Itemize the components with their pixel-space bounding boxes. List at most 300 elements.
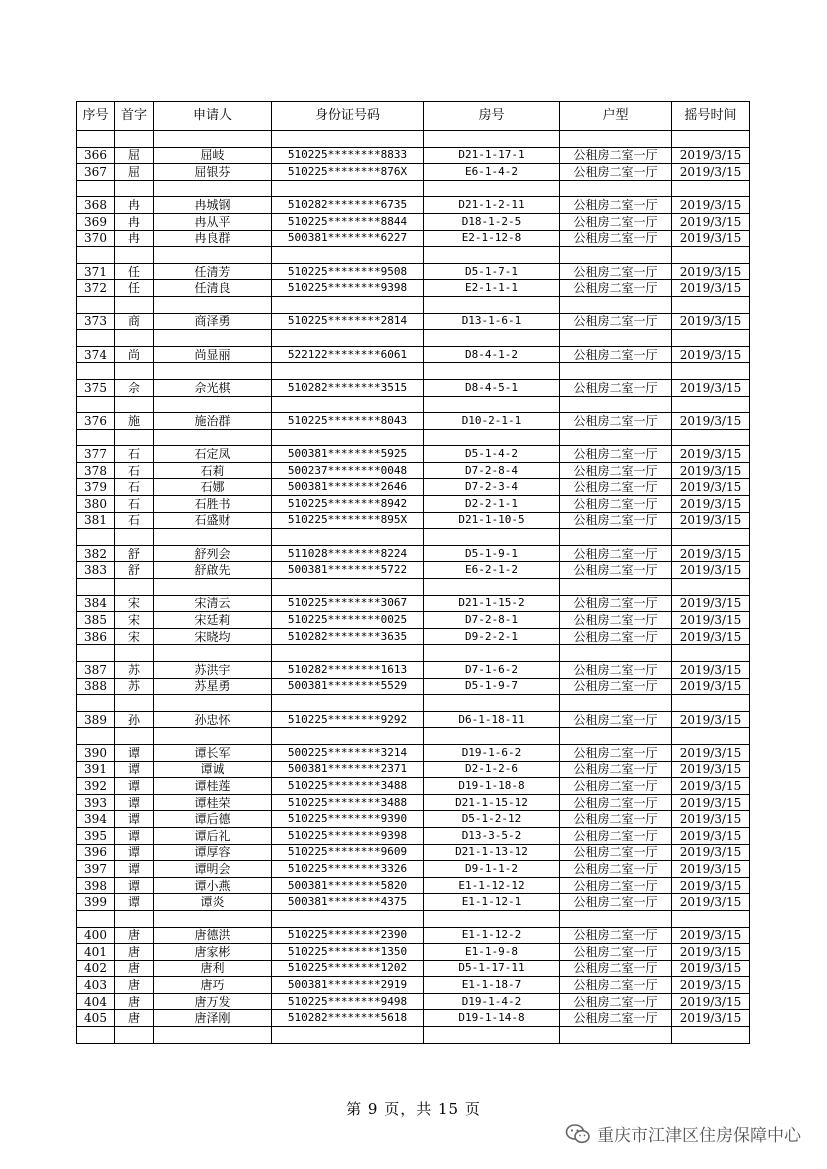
room-cell: D5-1-2-12 xyxy=(424,811,560,828)
empty-cell xyxy=(272,579,424,596)
unit-type-cell: 公租房二室一厅 xyxy=(560,413,672,430)
spacer-row xyxy=(77,247,750,264)
unit-type-cell: 公租房二室一厅 xyxy=(560,379,672,396)
unit-type-cell: 公租房二室一厅 xyxy=(560,711,672,728)
spacer-row xyxy=(77,131,750,148)
room-cell: E1-1-9-8 xyxy=(424,944,560,961)
serial-cell: 391 xyxy=(77,761,115,778)
header-id-number: 身份证号码 xyxy=(272,102,424,131)
serial-cell: 392 xyxy=(77,778,115,795)
unit-type-cell: 公租房二室一厅 xyxy=(560,263,672,280)
applicant-cell: 谭厚容 xyxy=(154,844,272,861)
id-number-cell: 500381********2371 xyxy=(272,761,424,778)
empty-cell xyxy=(154,180,272,197)
lottery-date-cell: 2019/3/15 xyxy=(672,313,750,330)
empty-cell xyxy=(77,429,115,446)
serial-cell: 386 xyxy=(77,628,115,645)
room-cell: E6-1-4-2 xyxy=(424,164,560,181)
table-body xyxy=(77,131,750,1044)
initial-cell: 舒 xyxy=(115,545,154,562)
applicant-cell: 谭诚 xyxy=(154,761,272,778)
empty-cell xyxy=(560,396,672,413)
lottery-date-cell: 2019/3/15 xyxy=(672,1010,750,1027)
empty-cell xyxy=(115,296,154,313)
lottery-date-cell: 2019/3/15 xyxy=(672,147,750,164)
applicant-cell: 商泽勇 xyxy=(154,313,272,330)
empty-cell xyxy=(115,529,154,546)
watermark-text: 重庆市江津区住房保障中心 xyxy=(597,1126,801,1146)
serial-cell: 378 xyxy=(77,462,115,479)
id-number-cell: 500381********5925 xyxy=(272,446,424,463)
table-row xyxy=(77,744,750,761)
initial-cell: 冉 xyxy=(115,213,154,230)
applicant-cell: 谭桂荣 xyxy=(154,794,272,811)
applicant-cell: 石盛财 xyxy=(154,512,272,529)
empty-cell xyxy=(560,180,672,197)
table-row xyxy=(77,164,750,181)
initial-cell: 石 xyxy=(115,446,154,463)
empty-cell xyxy=(424,728,560,745)
empty-cell xyxy=(77,1027,115,1044)
applicant-cell: 宋晓均 xyxy=(154,628,272,645)
initial-cell: 谭 xyxy=(115,861,154,878)
table-row xyxy=(77,711,750,728)
initial-cell: 任 xyxy=(115,280,154,297)
applicant-cell: 冉从平 xyxy=(154,213,272,230)
empty-cell xyxy=(424,429,560,446)
applicant-cell: 唐德洪 xyxy=(154,927,272,944)
empty-cell xyxy=(272,910,424,927)
serial-cell: 397 xyxy=(77,861,115,878)
initial-cell: 宋 xyxy=(115,628,154,645)
serial-cell: 394 xyxy=(77,811,115,828)
table-row xyxy=(77,844,750,861)
initial-cell: 宋 xyxy=(115,595,154,612)
lottery-date-cell: 2019/3/15 xyxy=(672,877,750,894)
applicant-cell: 苏星勇 xyxy=(154,678,272,695)
applicant-cell: 谭后德 xyxy=(154,811,272,828)
serial-cell: 398 xyxy=(77,877,115,894)
applicant-cell: 尚显丽 xyxy=(154,346,272,363)
empty-cell xyxy=(115,363,154,380)
lottery-date-cell: 2019/3/15 xyxy=(672,894,750,911)
unit-type-cell: 公租房二室一厅 xyxy=(560,678,672,695)
empty-cell xyxy=(154,396,272,413)
serial-cell: 367 xyxy=(77,164,115,181)
serial-cell: 395 xyxy=(77,827,115,844)
room-cell: E2-1-1-1 xyxy=(424,280,560,297)
empty-cell xyxy=(115,131,154,148)
id-number-cell: 500381********2646 xyxy=(272,479,424,496)
applicant-cell: 唐巧 xyxy=(154,977,272,994)
empty-cell xyxy=(115,396,154,413)
unit-type-cell: 公租房二室一厅 xyxy=(560,346,672,363)
serial-cell: 374 xyxy=(77,346,115,363)
empty-cell xyxy=(272,529,424,546)
empty-cell xyxy=(154,296,272,313)
empty-cell xyxy=(272,1027,424,1044)
lottery-date-cell: 2019/3/15 xyxy=(672,346,750,363)
unit-type-cell: 公租房二室一厅 xyxy=(560,827,672,844)
applicant-cell: 谭明会 xyxy=(154,861,272,878)
applicant-cell: 屈银芬 xyxy=(154,164,272,181)
serial-cell: 377 xyxy=(77,446,115,463)
lottery-date-cell: 2019/3/15 xyxy=(672,827,750,844)
id-number-cell: 510225********895X xyxy=(272,512,424,529)
table-row xyxy=(77,977,750,994)
unit-type-cell: 公租房二室一厅 xyxy=(560,861,672,878)
empty-cell xyxy=(154,363,272,380)
lottery-date-cell: 2019/3/15 xyxy=(672,197,750,214)
initial-cell: 谭 xyxy=(115,877,154,894)
room-cell: D5-1-9-7 xyxy=(424,678,560,695)
table-row xyxy=(77,778,750,795)
lottery-date-cell: 2019/3/15 xyxy=(672,861,750,878)
empty-cell xyxy=(424,131,560,148)
serial-cell: 380 xyxy=(77,496,115,513)
room-cell: D19-1-18-8 xyxy=(424,778,560,795)
unit-type-cell: 公租房二室一厅 xyxy=(560,612,672,629)
serial-cell: 368 xyxy=(77,197,115,214)
empty-cell xyxy=(154,429,272,446)
empty-cell xyxy=(272,180,424,197)
empty-cell xyxy=(424,247,560,264)
empty-cell xyxy=(560,645,672,662)
empty-cell xyxy=(672,330,750,347)
initial-cell: 佘 xyxy=(115,379,154,396)
room-cell: D13-1-6-1 xyxy=(424,313,560,330)
header-row xyxy=(77,102,750,131)
id-number-cell: 510225********8942 xyxy=(272,496,424,513)
header-unit-type: 户型 xyxy=(560,102,672,131)
table-row xyxy=(77,147,750,164)
table-row xyxy=(77,197,750,214)
room-cell: D5-1-7-1 xyxy=(424,263,560,280)
unit-type-cell: 公租房二室一厅 xyxy=(560,496,672,513)
table-row xyxy=(77,379,750,396)
id-number-cell: 511028********8224 xyxy=(272,545,424,562)
id-number-cell: 510225********3067 xyxy=(272,595,424,612)
lottery-date-cell: 2019/3/15 xyxy=(672,230,750,247)
unit-type-cell: 公租房二室一厅 xyxy=(560,794,672,811)
empty-cell xyxy=(77,695,115,712)
applicant-cell: 舒啟先 xyxy=(154,562,272,579)
serial-cell: 399 xyxy=(77,894,115,911)
table-row xyxy=(77,662,750,679)
table-row xyxy=(77,761,750,778)
id-number-cell: 510282********3515 xyxy=(272,379,424,396)
spacer-row xyxy=(77,396,750,413)
empty-cell xyxy=(115,579,154,596)
empty-cell xyxy=(424,529,560,546)
room-cell: D21-1-2-11 xyxy=(424,197,560,214)
unit-type-cell: 公租房二室一厅 xyxy=(560,313,672,330)
applicant-cell: 任清芳 xyxy=(154,263,272,280)
id-number-cell: 510225********9609 xyxy=(272,844,424,861)
initial-cell: 施 xyxy=(115,413,154,430)
initial-cell: 石 xyxy=(115,479,154,496)
unit-type-cell: 公租房二室一厅 xyxy=(560,844,672,861)
spacer-row xyxy=(77,1027,750,1044)
empty-cell xyxy=(672,579,750,596)
empty-cell xyxy=(154,579,272,596)
empty-cell xyxy=(115,728,154,745)
lottery-date-cell: 2019/3/15 xyxy=(672,280,750,297)
unit-type-cell: 公租房二室一厅 xyxy=(560,147,672,164)
lottery-date-cell: 2019/3/15 xyxy=(672,744,750,761)
header-initial: 首字 xyxy=(115,102,154,131)
room-cell: E1-1-12-1 xyxy=(424,894,560,911)
spacer-row xyxy=(77,579,750,596)
empty-cell xyxy=(77,330,115,347)
unit-type-cell: 公租房二室一厅 xyxy=(560,744,672,761)
empty-cell xyxy=(272,396,424,413)
lottery-date-cell: 2019/3/15 xyxy=(672,496,750,513)
id-number-cell: 510225********3488 xyxy=(272,778,424,795)
empty-cell xyxy=(424,296,560,313)
spacer-row xyxy=(77,363,750,380)
serial-cell: 384 xyxy=(77,595,115,612)
empty-cell xyxy=(272,296,424,313)
lottery-date-cell: 2019/3/15 xyxy=(672,462,750,479)
room-cell: D7-2-3-4 xyxy=(424,479,560,496)
initial-cell: 屈 xyxy=(115,164,154,181)
table-row xyxy=(77,811,750,828)
room-cell: E1-1-12-12 xyxy=(424,877,560,894)
empty-cell xyxy=(154,131,272,148)
spacer-row xyxy=(77,695,750,712)
room-cell: D19-1-6-2 xyxy=(424,744,560,761)
applicant-cell: 孙忠怀 xyxy=(154,711,272,728)
initial-cell: 苏 xyxy=(115,678,154,695)
table-row xyxy=(77,827,750,844)
id-number-cell: 510225********9292 xyxy=(272,711,424,728)
serial-cell: 385 xyxy=(77,612,115,629)
serial-cell: 400 xyxy=(77,927,115,944)
room-cell: D9-2-2-1 xyxy=(424,628,560,645)
initial-cell: 唐 xyxy=(115,960,154,977)
id-number-cell: 510282********1613 xyxy=(272,662,424,679)
empty-cell xyxy=(424,695,560,712)
initial-cell: 唐 xyxy=(115,993,154,1010)
id-number-cell: 510225********876X xyxy=(272,164,424,181)
table-row xyxy=(77,313,750,330)
lottery-date-cell: 2019/3/15 xyxy=(672,662,750,679)
applicant-cell: 唐家彬 xyxy=(154,944,272,961)
serial-cell: 375 xyxy=(77,379,115,396)
id-number-cell: 510225********9398 xyxy=(272,280,424,297)
unit-type-cell: 公租房二室一厅 xyxy=(560,877,672,894)
empty-cell xyxy=(560,296,672,313)
room-cell: D10-2-1-1 xyxy=(424,413,560,430)
table-row xyxy=(77,479,750,496)
serial-cell: 401 xyxy=(77,944,115,961)
empty-cell xyxy=(672,910,750,927)
room-cell: E2-1-12-8 xyxy=(424,230,560,247)
room-cell: D21-1-15-12 xyxy=(424,794,560,811)
initial-cell: 苏 xyxy=(115,662,154,679)
id-number-cell: 510282********6735 xyxy=(272,197,424,214)
empty-cell xyxy=(424,910,560,927)
empty-cell xyxy=(77,910,115,927)
id-number-cell: 500225********3214 xyxy=(272,744,424,761)
empty-cell xyxy=(672,645,750,662)
empty-cell xyxy=(424,645,560,662)
unit-type-cell: 公租房二室一厅 xyxy=(560,595,672,612)
id-number-cell: 510225********1350 xyxy=(272,944,424,961)
applicant-cell: 屈岐 xyxy=(154,147,272,164)
unit-type-cell: 公租房二室一厅 xyxy=(560,894,672,911)
table-row xyxy=(77,877,750,894)
unit-type-cell: 公租房二室一厅 xyxy=(560,512,672,529)
empty-cell xyxy=(154,910,272,927)
empty-cell xyxy=(672,131,750,148)
applicant-cell: 舒列会 xyxy=(154,545,272,562)
empty-cell xyxy=(424,1027,560,1044)
empty-cell xyxy=(272,645,424,662)
lottery-date-cell: 2019/3/15 xyxy=(672,844,750,861)
empty-cell xyxy=(272,131,424,148)
empty-cell xyxy=(560,429,672,446)
table-row xyxy=(77,595,750,612)
room-cell: D2-1-2-6 xyxy=(424,761,560,778)
empty-cell xyxy=(115,1027,154,1044)
watermark xyxy=(565,1121,801,1146)
serial-cell: 396 xyxy=(77,844,115,861)
unit-type-cell: 公租房二室一厅 xyxy=(560,213,672,230)
serial-cell: 404 xyxy=(77,993,115,1010)
table-row xyxy=(77,512,750,529)
room-cell: D13-3-5-2 xyxy=(424,827,560,844)
table-row xyxy=(77,1010,750,1027)
room-cell: D5-1-9-1 xyxy=(424,545,560,562)
empty-cell xyxy=(560,330,672,347)
applicant-cell: 谭炎 xyxy=(154,894,272,911)
id-number-cell: 510225********3326 xyxy=(272,861,424,878)
table-row xyxy=(77,462,750,479)
room-cell: E6-2-1-2 xyxy=(424,562,560,579)
id-number-cell: 500381********2919 xyxy=(272,977,424,994)
spacer-row xyxy=(77,429,750,446)
serial-cell: 381 xyxy=(77,512,115,529)
room-cell: E1-1-12-2 xyxy=(424,927,560,944)
initial-cell: 任 xyxy=(115,263,154,280)
empty-cell xyxy=(77,396,115,413)
empty-cell xyxy=(115,429,154,446)
initial-cell: 谭 xyxy=(115,894,154,911)
id-number-cell: 510282********5618 xyxy=(272,1010,424,1027)
empty-cell xyxy=(424,579,560,596)
spacer-row xyxy=(77,910,750,927)
unit-type-cell: 公租房二室一厅 xyxy=(560,545,672,562)
lottery-date-cell: 2019/3/15 xyxy=(672,263,750,280)
empty-cell xyxy=(672,363,750,380)
lottery-date-cell: 2019/3/15 xyxy=(672,164,750,181)
unit-type-cell: 公租房二室一厅 xyxy=(560,993,672,1010)
empty-cell xyxy=(672,429,750,446)
empty-cell xyxy=(672,695,750,712)
initial-cell: 石 xyxy=(115,496,154,513)
empty-cell xyxy=(560,579,672,596)
empty-cell xyxy=(154,728,272,745)
table-row xyxy=(77,861,750,878)
room-cell: D6-1-18-11 xyxy=(424,711,560,728)
unit-type-cell: 公租房二室一厅 xyxy=(560,462,672,479)
empty-cell xyxy=(672,180,750,197)
unit-type-cell: 公租房二室一厅 xyxy=(560,977,672,994)
room-cell: D7-2-8-4 xyxy=(424,462,560,479)
lottery-date-cell: 2019/3/15 xyxy=(672,927,750,944)
room-cell: D19-1-14-8 xyxy=(424,1010,560,1027)
header-room: 房号 xyxy=(424,102,560,131)
id-number-cell: 510225********2814 xyxy=(272,313,424,330)
lottery-date-cell: 2019/3/15 xyxy=(672,213,750,230)
empty-cell xyxy=(115,645,154,662)
empty-cell xyxy=(115,910,154,927)
id-number-cell: 510225********9398 xyxy=(272,827,424,844)
id-number-cell: 510225********3488 xyxy=(272,794,424,811)
serial-cell: 388 xyxy=(77,678,115,695)
empty-cell xyxy=(272,330,424,347)
unit-type-cell: 公租房二室一厅 xyxy=(560,960,672,977)
room-cell: D21-1-15-2 xyxy=(424,595,560,612)
unit-type-cell: 公租房二室一厅 xyxy=(560,811,672,828)
lottery-date-cell: 2019/3/15 xyxy=(672,545,750,562)
id-number-cell: 500381********6227 xyxy=(272,230,424,247)
unit-type-cell: 公租房二室一厅 xyxy=(560,446,672,463)
empty-cell xyxy=(272,363,424,380)
lottery-date-cell: 2019/3/15 xyxy=(672,379,750,396)
initial-cell: 石 xyxy=(115,462,154,479)
id-number-cell: 500381********4375 xyxy=(272,894,424,911)
table-row xyxy=(77,230,750,247)
id-number-cell: 510225********9508 xyxy=(272,263,424,280)
empty-cell xyxy=(77,296,115,313)
empty-cell xyxy=(272,695,424,712)
empty-cell xyxy=(77,579,115,596)
room-cell: D8-4-1-2 xyxy=(424,346,560,363)
header-serial: 序号 xyxy=(77,102,115,131)
lottery-date-cell: 2019/3/15 xyxy=(672,612,750,629)
empty-cell xyxy=(424,396,560,413)
lottery-date-cell: 2019/3/15 xyxy=(672,562,750,579)
unit-type-cell: 公租房二室一厅 xyxy=(560,230,672,247)
room-cell: D7-1-6-2 xyxy=(424,662,560,679)
applicant-cell: 谭长军 xyxy=(154,744,272,761)
lottery-date-cell: 2019/3/15 xyxy=(672,512,750,529)
table-row xyxy=(77,280,750,297)
applicant-cell: 唐万发 xyxy=(154,993,272,1010)
empty-cell xyxy=(77,180,115,197)
empty-cell xyxy=(672,529,750,546)
applicant-cell: 石胜书 xyxy=(154,496,272,513)
empty-cell xyxy=(424,330,560,347)
lottery-date-cell: 2019/3/15 xyxy=(672,811,750,828)
applicant-cell: 石莉 xyxy=(154,462,272,479)
empty-cell xyxy=(115,247,154,264)
table-row xyxy=(77,960,750,977)
lottery-date-cell: 2019/3/15 xyxy=(672,413,750,430)
empty-cell xyxy=(77,247,115,264)
empty-cell xyxy=(424,363,560,380)
room-cell: D2-2-1-1 xyxy=(424,496,560,513)
spacer-row xyxy=(77,728,750,745)
table-row xyxy=(77,678,750,695)
serial-cell: 379 xyxy=(77,479,115,496)
initial-cell: 谭 xyxy=(115,811,154,828)
empty-cell xyxy=(560,728,672,745)
unit-type-cell: 公租房二室一厅 xyxy=(560,280,672,297)
